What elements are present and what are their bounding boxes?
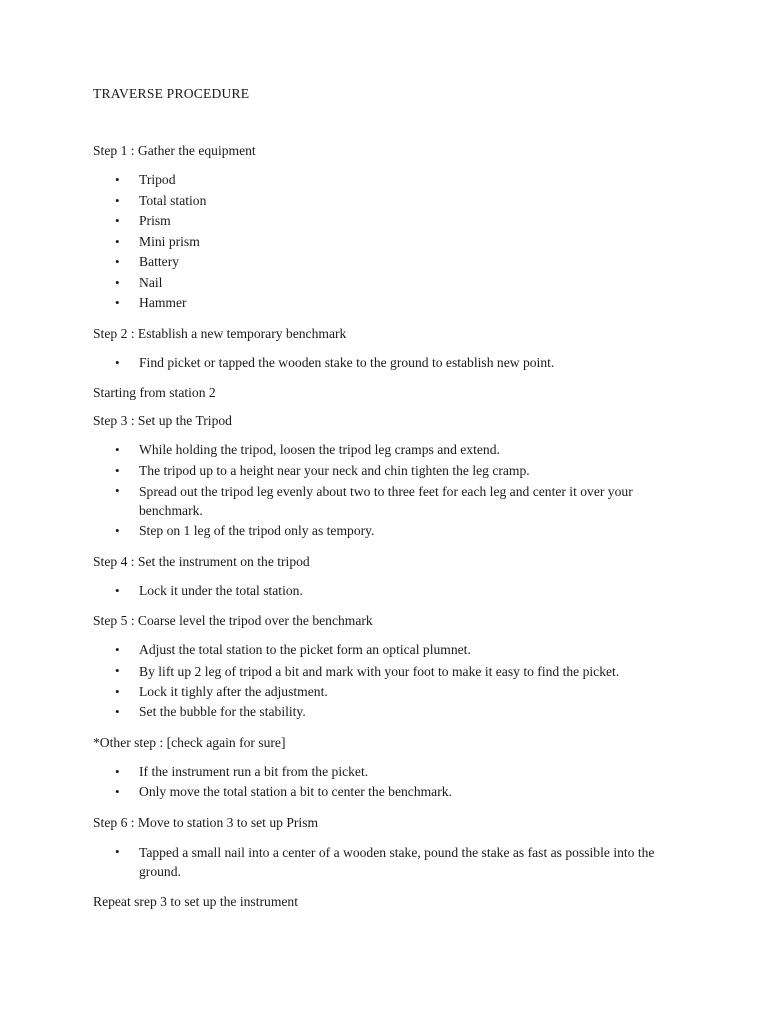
step6-list [93, 842, 693, 882]
other-step-list [93, 762, 693, 803]
bullet-icon: • [115, 642, 120, 657]
list-item: • By lift up 2 leg of tripod a bit and mark with your foot to make it easy to find the picket. [115, 662, 620, 679]
bullet-icon: • [115, 354, 120, 370]
bullet-icon: • [115, 843, 120, 859]
list-item: • If the instrument run a bit from the picket. [93, 762, 693, 783]
list-item: • Hammer [93, 293, 693, 314]
step2-list [93, 353, 693, 374]
step6-heading: Step 6 : Move to station 3 to set up Prism [93, 814, 319, 830]
list-item: • While holding the tripod, loosen the tripod leg cramps and extend. [93, 440, 693, 461]
bullet-icon: • [115, 172, 120, 187]
document-title: TRAVERSE PROCEDURE [93, 86, 250, 101]
step3-heading: Step 3 : Set up the Tripod [93, 413, 232, 428]
list-item: • The tripod up to a height near your neck and chin tighten the leg cramp. [93, 461, 693, 482]
bullet-icon: • [115, 523, 120, 538]
document-page [93, 86, 693, 921]
list-item: • Tapped a small nail into a center of a wooden stake, pound the stake as fast as possible into the ground. [115, 843, 655, 879]
step1-list [93, 170, 693, 314]
bullet-icon: • [115, 213, 120, 228]
bullet-icon: • [115, 582, 120, 598]
bullet-icon: • [115, 254, 120, 269]
bullet-icon: • [115, 442, 120, 457]
repeat-note: Repeat srep 3 to set up the instrument [93, 893, 298, 909]
bullet-icon: • [115, 662, 120, 678]
step2-heading: Step 2 : Establish a new temporary benchmark [93, 325, 347, 341]
bullet-icon: • [115, 462, 120, 478]
list-item: • Mini prism [93, 232, 693, 253]
bullet-icon: • [115, 274, 120, 290]
list-item: • Tripod [93, 170, 693, 191]
bullet-icon: • [115, 784, 120, 799]
step1-heading: Step 1 : Gather the equipment [93, 143, 256, 158]
other-step-heading: *Other step : [check again for sure] [93, 734, 286, 750]
list-item: • Lock it under the total station. [93, 581, 693, 602]
step4-heading: Step 4 : Set the instrument on the tripod [93, 553, 310, 569]
bullet-icon: • [115, 295, 120, 310]
bullet-icon: • [115, 683, 120, 699]
list-item: • Lock it tighly after the adjustment. [93, 682, 693, 703]
bullet-icon: • [115, 192, 120, 208]
list-item: • Total station [93, 191, 693, 212]
bullet-icon: • [115, 704, 120, 719]
list-item: • Step on 1 leg of the tripod only as tempory. [93, 521, 693, 542]
bullet-icon: • [115, 233, 120, 249]
list-item: • Set the bubble for the stability. [93, 702, 693, 723]
list-item: • Battery [93, 252, 693, 273]
bullet-icon: • [115, 483, 120, 498]
step4-list [93, 581, 693, 602]
list-item: • Only move the total station a bit to center the benchmark. [93, 782, 693, 803]
list-item: • Prism [93, 211, 693, 232]
bullet-icon: • [115, 763, 120, 779]
step3-list [93, 440, 693, 542]
list-item: • Spread out the tripod leg evenly about two to three feet for each leg and center it over your benchmark. [115, 483, 633, 518]
list-item: • Find picket or tapped the wooden stake to the ground to establish new point. [93, 353, 693, 374]
list-item: • Nail [93, 273, 693, 294]
step5-list [93, 640, 693, 723]
step5-heading: Step 5 : Coarse level the tripod over the benchmark [93, 613, 373, 628]
starting-note: Starting from station 2 [93, 385, 216, 400]
list-item: • Adjust the total station to the picket form an optical plumnet. [93, 640, 693, 661]
